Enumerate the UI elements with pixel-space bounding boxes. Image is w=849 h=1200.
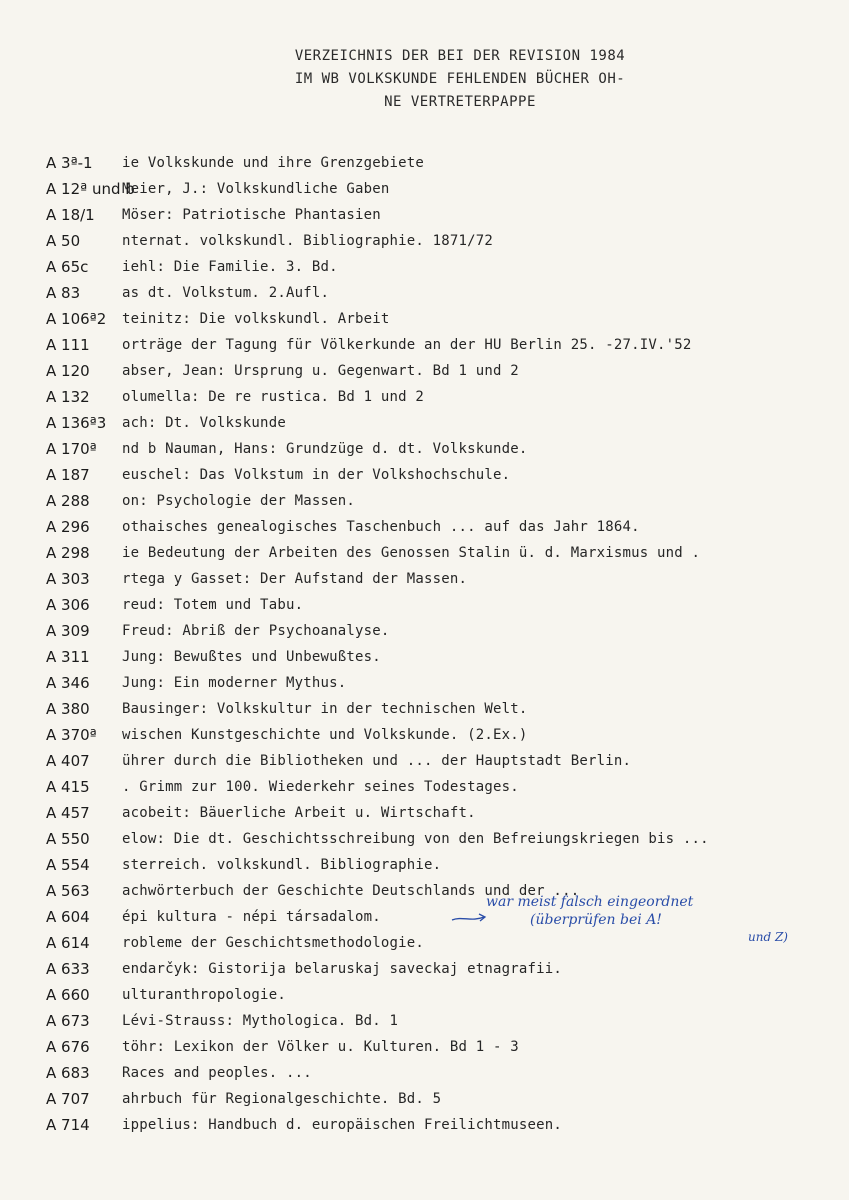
- list-item: [46, 1060, 846, 1086]
- book-title: töhr: Lexikon der Völker u. Kulturen. Bd 1 - 3: [122, 1039, 519, 1055]
- shelf-signature: A 604: [46, 908, 90, 926]
- book-title: ie Volkskunde und ihre Grenzgebiete: [122, 155, 425, 171]
- header-line-3: NE VERTRETERPAPPE: [384, 94, 536, 110]
- list-item: [46, 1034, 846, 1060]
- shelf-signature: A 296: [46, 518, 90, 536]
- shelf-signature: A 563: [46, 882, 90, 900]
- book-title: Meier, J.: Volkskundliche Gaben: [122, 181, 390, 197]
- shelf-signature: A 633: [46, 960, 90, 978]
- shelf-signature: A 660: [46, 986, 90, 1004]
- book-title: reud: Totem und Tabu.: [122, 597, 304, 613]
- list-item: [46, 670, 846, 696]
- bleed-through-mark: [58, 42, 158, 102]
- book-title: robleme der Geschichtsmethodologie.: [122, 935, 425, 951]
- list-item: [46, 644, 846, 670]
- shelf-signature: A 714: [46, 1116, 90, 1134]
- list-item: [46, 462, 846, 488]
- shelf-signature: A 83: [46, 284, 81, 302]
- list-item: [46, 228, 846, 254]
- list-item: [46, 1086, 846, 1112]
- list-item: [46, 722, 846, 748]
- book-title: Möser: Patriotische Phantasien: [122, 207, 381, 223]
- book-title: épi kultura - népi társadalom.: [122, 909, 381, 925]
- annotation-line-2: (überprüfen bei A!: [530, 912, 662, 928]
- shelf-signature: A 550: [46, 830, 90, 848]
- shelf-signature: A 18/1: [46, 206, 95, 224]
- book-title: ach: Dt. Volkskunde: [122, 415, 286, 431]
- book-title: Freud: Abriß der Psychoanalyse.: [122, 623, 390, 639]
- book-title: as dt. Volkstum. 2.Aufl.: [122, 285, 330, 301]
- shelf-signature: A 614: [46, 934, 90, 952]
- book-title: sterreich. volkskundl. Bibliographie.: [122, 857, 442, 873]
- annotation-line-3: und Z): [748, 930, 788, 944]
- list-item: [46, 436, 846, 462]
- list-item: [46, 852, 846, 878]
- header-line-2: IM WB VOLKSKUNDE FEHLENDEN BÜCHER OH-: [294, 71, 626, 87]
- shelf-signature: A 676: [46, 1038, 90, 1056]
- book-title: euschel: Das Volkstum in der Volkshochschule.: [122, 467, 511, 483]
- list-item: [46, 748, 846, 774]
- shelf-signature: A 65c: [46, 258, 89, 276]
- shelf-signature: A 311: [46, 648, 90, 666]
- book-title: orträge der Tagung für Völkerkunde an der HU Berlin 25. -27.IV.'52: [122, 337, 692, 353]
- shelf-signature: A 309: [46, 622, 90, 640]
- shelf-signature: A 673: [46, 1012, 90, 1030]
- shelf-signature: A 111: [46, 336, 90, 354]
- shelf-signature: A 407: [46, 752, 90, 770]
- book-title: ulturanthropologie.: [122, 987, 286, 1003]
- book-title: ahrbuch für Regionalgeschichte. Bd. 5: [122, 1091, 442, 1107]
- shelf-signature: A 554: [46, 856, 90, 874]
- list-item: [46, 176, 846, 202]
- shelf-signature: A 288: [46, 492, 90, 510]
- list-item: [46, 150, 846, 176]
- shelf-signature: A 3ª-1: [46, 154, 93, 172]
- shelf-signature: A 132: [46, 388, 90, 406]
- list-item: [46, 540, 846, 566]
- shelf-signature: A 346: [46, 674, 90, 692]
- book-title: abser, Jean: Ursprung u. Gegenwart. Bd 1 und 2: [122, 363, 519, 379]
- book-title: Jung: Ein moderner Mythus.: [122, 675, 347, 691]
- handwritten-annotation: [478, 894, 828, 954]
- shelf-signature: A 415: [46, 778, 90, 796]
- header-line-1: VERZEICHNIS DER BEI DER REVISION 1984: [294, 48, 626, 64]
- list-item: [46, 774, 846, 800]
- list-item: [46, 1008, 846, 1034]
- list-item: [46, 800, 846, 826]
- list-item: [46, 592, 846, 618]
- book-title: Lévi-Strauss: Mythologica. Bd. 1: [122, 1013, 399, 1029]
- list-item: [46, 202, 846, 228]
- document-header: [200, 45, 720, 114]
- list-item: [46, 566, 846, 592]
- list-item: [46, 696, 846, 722]
- list-item: [46, 1112, 846, 1138]
- book-title: iehl: Die Familie. 3. Bd.: [122, 259, 338, 275]
- shelf-signature: A 170ª: [46, 440, 97, 458]
- shelf-signature: A 50: [46, 232, 81, 250]
- book-title: rtega y Gasset: Der Aufstand der Massen.: [122, 571, 468, 587]
- list-item: [46, 358, 846, 384]
- shelf-signature: A 457: [46, 804, 90, 822]
- book-title: achwörterbuch der Geschichte Deutschlands und der ...: [122, 883, 580, 899]
- list-item: [46, 514, 846, 540]
- shelf-signature: A 380: [46, 700, 90, 718]
- shelf-signature: A 136ª3: [46, 414, 107, 432]
- list-item: [46, 332, 846, 358]
- list-item: [46, 618, 846, 644]
- list-item: [46, 254, 846, 280]
- shelf-signature: A 303: [46, 570, 90, 588]
- book-title: acobeit: Bäuerliche Arbeit u. Wirtschaft.: [122, 805, 476, 821]
- shelf-signature: A 370ª: [46, 726, 97, 744]
- shelf-signature: A 106ª2: [46, 310, 107, 328]
- book-title: othaisches genealogisches Taschenbuch ... auf das Jahr 1864.: [122, 519, 640, 535]
- shelf-signature: A 306: [46, 596, 90, 614]
- list-item: [46, 280, 846, 306]
- shelf-signature: A 12ª und b: [46, 180, 135, 198]
- list-item: [46, 826, 846, 852]
- shelf-signature: A 298: [46, 544, 90, 562]
- entry-list: [46, 150, 846, 1138]
- book-title: endarčyk: Gistorija belaruskaj saveckaj etnagrafii.: [122, 961, 563, 977]
- book-title: . Grimm zur 100. Wiederkehr seines Todestages.: [122, 779, 519, 795]
- book-title: olumella: De re rustica. Bd 1 und 2: [122, 389, 425, 405]
- book-title: ührer durch die Bibliotheken und ... der Hauptstadt Berlin.: [122, 753, 632, 769]
- list-item: [46, 982, 846, 1008]
- shelf-signature: A 120: [46, 362, 90, 380]
- book-title: Bausinger: Volkskultur in der technischen Welt.: [122, 701, 528, 717]
- list-item: [46, 306, 846, 332]
- list-item: [46, 956, 846, 982]
- list-item: [46, 384, 846, 410]
- shelf-signature: A 187: [46, 466, 90, 484]
- book-title: ippelius: Handbuch d. europäischen Freilichtmuseen.: [122, 1117, 563, 1133]
- shelf-signature: A 707: [46, 1090, 90, 1108]
- book-title: nd b Nauman, Hans: Grundzüge d. dt. Volkskunde.: [122, 441, 528, 457]
- book-title: Jung: Bewußtes und Unbewußtes.: [122, 649, 381, 665]
- book-title: Races and peoples. ...: [122, 1065, 312, 1081]
- book-title: ie Bedeutung der Arbeiten des Genossen Stalin ü. d. Marxismus und .: [122, 545, 701, 561]
- list-item: [46, 410, 846, 436]
- book-title: wischen Kunstgeschichte und Volkskunde. (2.Ex.): [122, 727, 528, 743]
- annotation-line-1: war meist falsch eingeordnet: [486, 894, 694, 910]
- shelf-signature: A 683: [46, 1064, 90, 1082]
- book-title: nternat. volkskundl. Bibliographie. 1871/72: [122, 233, 494, 249]
- book-title: teinitz: Die volkskundl. Arbeit: [122, 311, 390, 327]
- book-title: on: Psychologie der Massen.: [122, 493, 355, 509]
- book-title: elow: Die dt. Geschichtsschreibung von den Befreiungskriegen bis ...: [122, 831, 709, 847]
- list-item: [46, 488, 846, 514]
